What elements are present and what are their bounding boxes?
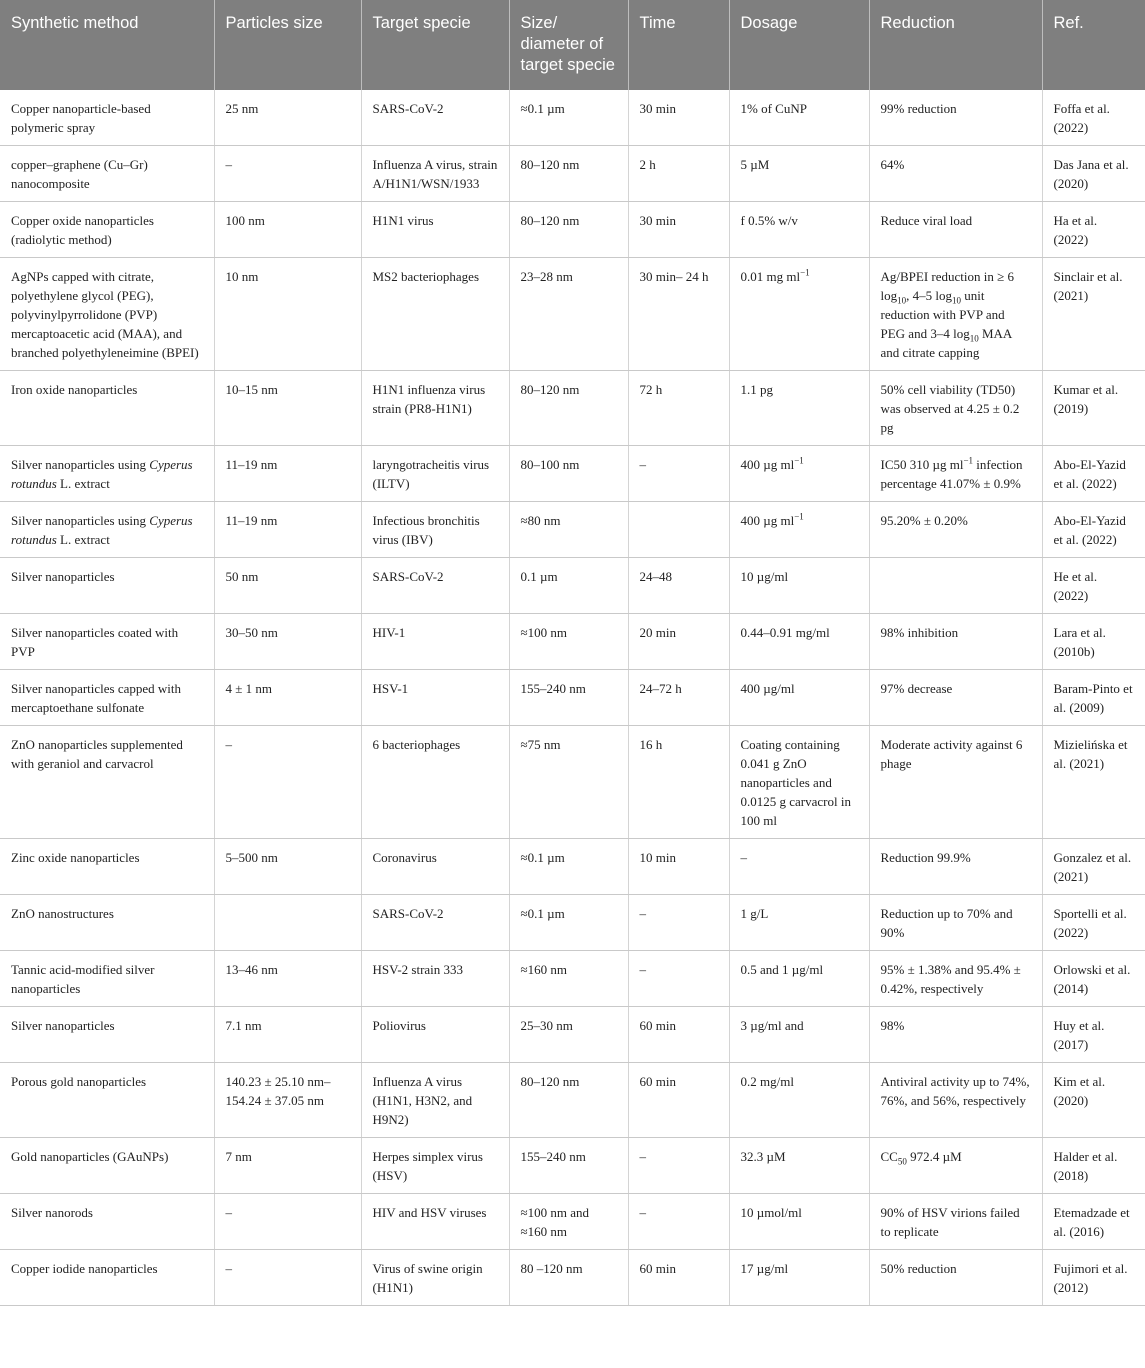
table-row	[0, 558, 1145, 614]
table-row	[0, 670, 1145, 726]
cell-reduction: 95% ± 1.38% and 95.4% ± 0.42%, respectively	[869, 951, 1042, 1007]
table-row	[0, 1063, 1145, 1138]
header-dosage: Dosage	[729, 0, 869, 90]
cell-dosage: 0.5 and 1 µg/ml	[729, 951, 869, 1007]
cell-dosage: 1% of CuNP	[729, 90, 869, 146]
cell-target: H1N1 virus	[361, 202, 509, 258]
cell-target: SARS-CoV-2	[361, 558, 509, 614]
table-row	[0, 895, 1145, 951]
header-synthetic-method: Synthetic method	[0, 0, 214, 90]
header-target-specie: Target specie	[361, 0, 509, 90]
cell-dosage	[729, 502, 869, 558]
cell-ref: Kumar et al. (2019)	[1042, 371, 1145, 446]
dosage-exponent: −1	[800, 267, 810, 278]
cell-time: 24–72 h	[628, 670, 729, 726]
cell-target: Poliovirus	[361, 1007, 509, 1063]
cell-ref: Ha et al. (2022)	[1042, 202, 1145, 258]
cell-diameter: ≈0.1 µm	[509, 90, 628, 146]
cell-reduction: Reduction 99.9%	[869, 839, 1042, 895]
cell-diameter: 155–240 nm	[509, 1138, 628, 1194]
cell-dosage: 400 µg/ml	[729, 670, 869, 726]
cell-method: Silver nanoparticles capped with mercaptoethane sulfonate	[0, 670, 214, 726]
cell-diameter: 80–120 nm	[509, 146, 628, 202]
cell-ref: Das Jana et al. (2020)	[1042, 146, 1145, 202]
cell-particle-size: 13–46 nm	[214, 951, 361, 1007]
header-reduction: Reduction	[869, 0, 1042, 90]
cell-method: Silver nanoparticles coated with PVP	[0, 614, 214, 670]
table-row	[0, 839, 1145, 895]
table-row	[0, 202, 1145, 258]
cell-target: Influenza A virus (H1N1, H3N2, and H9N2)	[361, 1063, 509, 1138]
cell-target: Infectious bronchitis virus (IBV)	[361, 502, 509, 558]
cell-diameter: 80–120 nm	[509, 1063, 628, 1138]
table-row	[0, 446, 1145, 502]
table-body	[0, 90, 1145, 1306]
table-header	[0, 0, 1145, 90]
cell-target: 6 bacteriophages	[361, 726, 509, 839]
cell-dosage: 1.1 pg	[729, 371, 869, 446]
method-text: L. extract	[56, 532, 110, 547]
cell-particle-size: 10–15 nm	[214, 371, 361, 446]
cell-dosage: Coating containing 0.041 g ZnO nanoparticles and 0.0125 g carvacrol in 100 ml	[729, 726, 869, 839]
cell-time: 60 min	[628, 1250, 729, 1306]
cell-time: 16 h	[628, 726, 729, 839]
cell-particle-size	[214, 895, 361, 951]
cell-ref: Orlowski et al. (2014)	[1042, 951, 1145, 1007]
cell-reduction: 50% cell viability (TD50) was observed at 4.25 ± 0.2 pg	[869, 371, 1042, 446]
cell-target: Influenza A virus, strain A/H1N1/WSN/1933	[361, 146, 509, 202]
cell-ref: Foffa et al. (2022)	[1042, 90, 1145, 146]
cc-subscript: 50	[897, 1156, 907, 1167]
cell-ref: He et al. (2022)	[1042, 558, 1145, 614]
reduction-text: 972.4 µM	[906, 1149, 962, 1164]
cell-time: –	[628, 951, 729, 1007]
cell-time: –	[628, 1194, 729, 1250]
cell-diameter: 80 –120 nm	[509, 1250, 628, 1306]
cell-reduction: 50% reduction	[869, 1250, 1042, 1306]
table-row	[0, 502, 1145, 558]
cell-target: HSV-2 strain 333	[361, 951, 509, 1007]
cell-target: SARS-CoV-2	[361, 895, 509, 951]
cell-particle-size: 100 nm	[214, 202, 361, 258]
cell-reduction	[869, 446, 1042, 502]
cell-method: Copper iodide nanoparticles	[0, 1250, 214, 1306]
cell-diameter: 0.1 µm	[509, 558, 628, 614]
cell-dosage: 10 µmol/ml	[729, 1194, 869, 1250]
cell-reduction: 64%	[869, 146, 1042, 202]
reduction-text: CC	[880, 1149, 898, 1164]
cell-ref: Sinclair et al. (2021)	[1042, 258, 1145, 371]
cell-reduction: 99% reduction	[869, 90, 1042, 146]
header-row	[0, 0, 1145, 90]
table-row	[0, 1250, 1145, 1306]
cell-particle-size: 4 ± 1 nm	[214, 670, 361, 726]
log-subscript: 10	[897, 295, 907, 306]
cell-time: 10 min	[628, 839, 729, 895]
cell-method	[0, 502, 214, 558]
cell-particle-size: 11–19 nm	[214, 502, 361, 558]
header-particles-size: Particles size	[214, 0, 361, 90]
cell-method: copper–graphene (Cu–Gr) nanocomposite	[0, 146, 214, 202]
cell-target: Virus of swine origin (H1N1)	[361, 1250, 509, 1306]
cell-dosage: 10 µg/ml	[729, 558, 869, 614]
method-text: L. extract	[56, 476, 110, 491]
dosage-exponent: −1	[794, 511, 804, 522]
cell-method: Porous gold nanoparticles	[0, 1063, 214, 1138]
cell-dosage: 32.3 µM	[729, 1138, 869, 1194]
cell-time: 30 min	[628, 202, 729, 258]
cell-ref: Fujimori et al. (2012)	[1042, 1250, 1145, 1306]
cell-time: –	[628, 1138, 729, 1194]
reduction-text: MAA and citrate capping	[880, 326, 1012, 360]
cell-target: Coronavirus	[361, 839, 509, 895]
cell-particle-size: –	[214, 726, 361, 839]
cell-particle-size: 30–50 nm	[214, 614, 361, 670]
cell-dosage: –	[729, 839, 869, 895]
cell-diameter: 23–28 nm	[509, 258, 628, 371]
header-target-diameter: Size/ diameter of target specie	[509, 0, 628, 90]
cell-method: ZnO nanoparticles supplemented with geraniol and carvacrol	[0, 726, 214, 839]
cell-dosage: 3 µg/ml and	[729, 1007, 869, 1063]
log-subscript: 10	[952, 295, 961, 306]
cell-diameter: ≈80 nm	[509, 502, 628, 558]
cell-ref: Etemadzade et al. (2016)	[1042, 1194, 1145, 1250]
cell-ref: Abo-El-Yazid et al. (2022)	[1042, 446, 1145, 502]
cell-target: Herpes simplex virus (HSV)	[361, 1138, 509, 1194]
reduction-text: IC50 310 µg ml	[880, 457, 964, 472]
cell-dosage: 17 µg/ml	[729, 1250, 869, 1306]
cell-target: MS2 bacteriophages	[361, 258, 509, 371]
cell-diameter: 155–240 nm	[509, 670, 628, 726]
cell-dosage: 1 g/L	[729, 895, 869, 951]
cell-dosage: 5 µM	[729, 146, 869, 202]
cell-target: HSV-1	[361, 670, 509, 726]
table-row	[0, 371, 1145, 446]
cell-target: HIV-1	[361, 614, 509, 670]
table-row	[0, 146, 1145, 202]
cell-time: 20 min	[628, 614, 729, 670]
cell-ref: Kim et al. (2020)	[1042, 1063, 1145, 1138]
table-row	[0, 258, 1145, 371]
dosage-value: 400 µg ml	[740, 457, 795, 472]
reduction-text: , 4–5 log	[906, 288, 952, 303]
cell-diameter: ≈100 nm and ≈160 nm	[509, 1194, 628, 1250]
cell-reduction: Moderate activity against 6 phage	[869, 726, 1042, 839]
cell-particle-size: 25 nm	[214, 90, 361, 146]
cell-ref: Abo-El-Yazid et al. (2022)	[1042, 502, 1145, 558]
table-row	[0, 614, 1145, 670]
cell-ref: Halder et al. (2018)	[1042, 1138, 1145, 1194]
species-name: Cyperus rotundus	[11, 513, 193, 547]
cell-ref: Lara et al. (2010b)	[1042, 614, 1145, 670]
cell-reduction	[869, 258, 1042, 371]
cell-particle-size: 7 nm	[214, 1138, 361, 1194]
cell-dosage: 0.44–0.91 mg/ml	[729, 614, 869, 670]
cell-reduction	[869, 558, 1042, 614]
header-time: Time	[628, 0, 729, 90]
cell-reduction: 95.20% ± 0.20%	[869, 502, 1042, 558]
cell-method: Silver nanorods	[0, 1194, 214, 1250]
cell-dosage	[729, 446, 869, 502]
cell-method: Silver nanoparticles	[0, 558, 214, 614]
cell-reduction: 98% inhibition	[869, 614, 1042, 670]
cell-ref: Gonzalez et al. (2021)	[1042, 839, 1145, 895]
cell-particle-size: 5–500 nm	[214, 839, 361, 895]
cell-target: HIV and HSV viruses	[361, 1194, 509, 1250]
cell-dosage	[729, 258, 869, 371]
table-row	[0, 1194, 1145, 1250]
cell-method: Tannic acid-modified silver nanoparticles	[0, 951, 214, 1007]
cell-time: –	[628, 446, 729, 502]
cell-time: 2 h	[628, 146, 729, 202]
cell-diameter: 80–120 nm	[509, 202, 628, 258]
reduction-text: Ag/BPEI reduction in ≥ 6 log	[880, 269, 1015, 303]
cell-method: ZnO nanostructures	[0, 895, 214, 951]
cell-method: Copper oxide nanoparticles (radiolytic method)	[0, 202, 214, 258]
cell-time	[628, 502, 729, 558]
cell-particle-size: 11–19 nm	[214, 446, 361, 502]
cell-time: 30 min	[628, 90, 729, 146]
cell-particle-size: –	[214, 146, 361, 202]
cell-diameter: ≈0.1 µm	[509, 895, 628, 951]
cell-time: 24–48	[628, 558, 729, 614]
cell-target: H1N1 influenza virus strain (PR8-H1N1)	[361, 371, 509, 446]
method-text: Silver nanoparticles using	[11, 513, 150, 528]
cell-diameter: 25–30 nm	[509, 1007, 628, 1063]
dosage-exponent: −1	[794, 455, 804, 466]
cell-diameter: ≈75 nm	[509, 726, 628, 839]
cell-ref: Huy et al. (2017)	[1042, 1007, 1145, 1063]
cell-diameter: ≈160 nm	[509, 951, 628, 1007]
cell-method: Gold nanoparticles (GAuNPs)	[0, 1138, 214, 1194]
cell-particle-size: 140.23 ± 25.10 nm–154.24 ± 37.05 nm	[214, 1063, 361, 1138]
species-name: Cyperus rotundus	[11, 457, 193, 491]
cell-ref: Mizielińska et al. (2021)	[1042, 726, 1145, 839]
cell-dosage: f 0.5% w/v	[729, 202, 869, 258]
cell-method: Zinc oxide nanoparticles	[0, 839, 214, 895]
cell-reduction: Reduce viral load	[869, 202, 1042, 258]
cell-reduction: Antiviral activity up to 74%, 76%, and 56%, respectively	[869, 1063, 1042, 1138]
cell-diameter: 80–120 nm	[509, 371, 628, 446]
cell-ref: Baram-Pinto et al. (2009)	[1042, 670, 1145, 726]
cell-reduction: 90% of HSV virions failed to replicate	[869, 1194, 1042, 1250]
cell-time: –	[628, 895, 729, 951]
cell-particle-size: 10 nm	[214, 258, 361, 371]
cell-particle-size: 7.1 nm	[214, 1007, 361, 1063]
cell-reduction: 97% decrease	[869, 670, 1042, 726]
method-text: Silver nanoparticles using	[11, 457, 150, 472]
table-row	[0, 1138, 1145, 1194]
cell-diameter: ≈0.1 µm	[509, 839, 628, 895]
cell-time: 72 h	[628, 371, 729, 446]
cell-method: AgNPs capped with citrate, polyethylene glycol (PEG), polyvinylpyrrolidone (PVP) mercaptoacetic acid (MAA), and branched polyethyleneimine (BPEI)	[0, 258, 214, 371]
table-row	[0, 726, 1145, 839]
log-subscript: 10	[969, 333, 979, 344]
cell-reduction: Reduction up to 70% and 90%	[869, 895, 1042, 951]
cell-method: Silver nanoparticles	[0, 1007, 214, 1063]
cell-particle-size: –	[214, 1194, 361, 1250]
cell-diameter: ≈100 nm	[509, 614, 628, 670]
cell-particle-size: 50 nm	[214, 558, 361, 614]
cell-method: Copper nanoparticle-based polymeric spray	[0, 90, 214, 146]
cell-ref: Sportelli et al. (2022)	[1042, 895, 1145, 951]
reduction-text: infection percentage 41.07% ± 0.9%	[880, 457, 1023, 491]
cell-target: laryngotracheitis virus (ILTV)	[361, 446, 509, 502]
table-row	[0, 951, 1145, 1007]
cell-target: SARS-CoV-2	[361, 90, 509, 146]
cell-method	[0, 446, 214, 502]
cell-method: Iron oxide nanoparticles	[0, 371, 214, 446]
header-ref: Ref.	[1042, 0, 1145, 90]
table-row	[0, 1007, 1145, 1063]
reduction-exponent: −1	[963, 455, 974, 466]
cell-time: 60 min	[628, 1007, 729, 1063]
cell-particle-size: –	[214, 1250, 361, 1306]
cell-time: 60 min	[628, 1063, 729, 1138]
cell-reduction	[869, 1138, 1042, 1194]
cell-time: 30 min– 24 h	[628, 258, 729, 371]
cell-dosage: 0.2 mg/ml	[729, 1063, 869, 1138]
table-row	[0, 90, 1145, 146]
dosage-value: 0.01 mg ml	[740, 269, 801, 284]
cell-diameter: 80–100 nm	[509, 446, 628, 502]
cell-reduction: 98%	[869, 1007, 1042, 1063]
reduction-text: unit reduction with PVP and PEG and 3–4 log	[880, 288, 1005, 341]
dosage-value: 400 µg ml	[740, 513, 795, 528]
